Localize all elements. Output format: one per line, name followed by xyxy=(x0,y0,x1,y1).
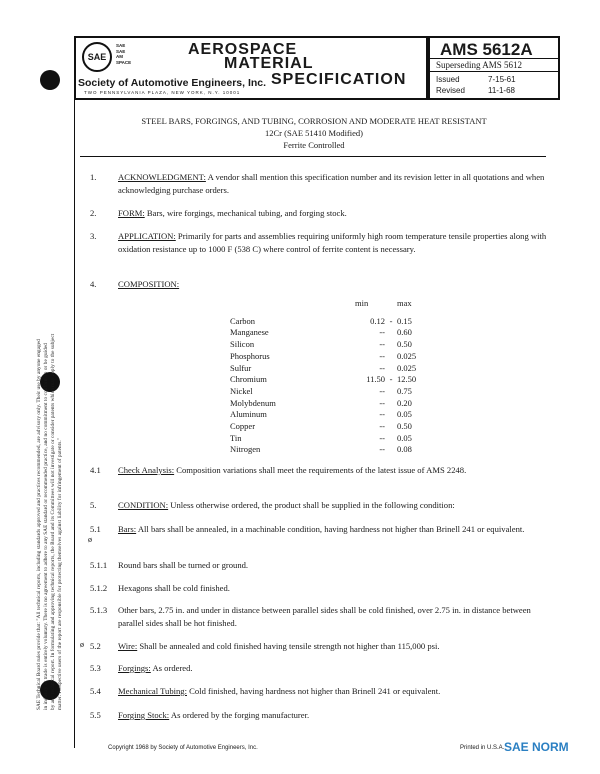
min-value: -- xyxy=(379,362,385,373)
min-value: -- xyxy=(379,350,385,361)
range-dash xyxy=(385,351,397,363)
sae-logo: SAE xyxy=(82,42,112,72)
max-value: 0.20 xyxy=(397,397,412,408)
composition-row xyxy=(230,421,437,433)
max-value: 0.50 xyxy=(397,421,412,432)
header-title-material: MATERIAL xyxy=(224,55,314,72)
watermark: SAE NORM xyxy=(504,740,569,754)
composition-row xyxy=(230,351,437,363)
section-heading: FORM: xyxy=(118,208,145,218)
range-dash xyxy=(385,386,397,398)
change-mark: ø xyxy=(88,535,92,544)
composition-row xyxy=(230,444,437,456)
composition-row xyxy=(230,327,437,339)
composition-row xyxy=(230,316,437,328)
composition-row xyxy=(230,363,437,375)
copyright: Copyright 1968 by Society of Automotive Engineers, Inc. xyxy=(108,745,258,751)
min-value: -- xyxy=(379,339,385,350)
min-value: -- xyxy=(379,432,385,443)
element-name: Molybdenum xyxy=(230,397,276,408)
supersedes-line: Superseding AMS 5612 xyxy=(430,58,558,72)
max-value: 0.025 xyxy=(397,362,417,373)
max-value: 0.05 xyxy=(397,432,412,443)
element-name: Carbon xyxy=(230,315,256,326)
range-dash xyxy=(385,421,397,433)
range-dash: - xyxy=(389,315,393,326)
section-heading: Mechanical Tubing: xyxy=(118,686,187,696)
range-dash xyxy=(385,339,397,351)
composition-row xyxy=(230,386,437,398)
max-value: 0.05 xyxy=(397,409,412,420)
element-name: Copper xyxy=(230,421,256,432)
composition-row xyxy=(230,409,437,421)
max-value: 0.08 xyxy=(397,444,412,455)
element-name: Manganese xyxy=(230,327,269,338)
min-value: -- xyxy=(379,444,385,455)
doc-title-line1: STEEL BARS, FORGINGS, AND TUBING, CORROSION AND MODERATE HEAT RESISTANT xyxy=(141,116,487,126)
composition-row xyxy=(230,374,437,386)
min-value: -- xyxy=(379,327,385,338)
composition-row xyxy=(230,339,437,351)
society-name: Society of Automotive Engineers, Inc. xyxy=(78,77,267,89)
society-address: TWO PENNSYLVANIA PLAZA, NEW YORK, N.Y. 10001 xyxy=(84,90,241,95)
max-value: 0.60 xyxy=(397,327,412,338)
revised-label: Revised xyxy=(436,86,465,95)
range-dash xyxy=(385,409,397,421)
max-value: 0.15 xyxy=(397,315,412,326)
composition-row xyxy=(230,398,437,410)
composition-header xyxy=(230,298,437,310)
printed-in: Printed in U.S.A. xyxy=(460,745,505,751)
disclaimer-line: in industry or trade is entirely voluntary. There is no agreement to adhere to any SAE standard or recommended practice, and no commitment to conform to or be guided xyxy=(43,343,49,710)
element-name: Nickel xyxy=(230,385,253,396)
issued-label: Issued xyxy=(436,75,460,84)
spec-number: AMS 5612A xyxy=(440,40,533,59)
min-value: -- xyxy=(379,397,385,408)
revised-date: 11-1-68 xyxy=(488,86,515,95)
header-title-specification: SPECIFICATION xyxy=(271,71,407,88)
min-value: -- xyxy=(379,385,385,396)
change-mark: ø xyxy=(80,640,84,649)
title-divider xyxy=(80,156,546,157)
punch-hole-top xyxy=(40,70,60,90)
range-dash xyxy=(385,444,397,456)
doc-title-line2: 12Cr (SAE 51410 Modified) xyxy=(265,128,363,138)
range-dash xyxy=(385,433,397,445)
element-name: Sulfur xyxy=(230,362,252,373)
range-dash: - xyxy=(389,374,393,385)
logo-side-text: SAE SAE AM SPACE xyxy=(116,43,132,65)
max-value: 12.50 xyxy=(397,374,417,385)
spec-number-box xyxy=(428,36,560,100)
disclaimer-line: by any technical report. In formulating and approving technical reports, the Board and its Committees will not investigate or consider patents which may apply to the subject xyxy=(50,333,56,710)
section-heading: Forgings: xyxy=(118,663,151,673)
col-max: max xyxy=(397,298,412,308)
disclaimer-line: matter. Prospective users of the report are responsible for protecting themselves against liability for infringement of patents." xyxy=(57,437,63,710)
max-value: 0.75 xyxy=(397,385,412,396)
section-heading: Forging Stock: xyxy=(118,710,170,720)
section-heading: APPLICATION: xyxy=(118,231,176,241)
element-name: Silicon xyxy=(230,339,255,350)
range-dash xyxy=(385,327,397,339)
section-heading: ACKNOWLEDGMENT: xyxy=(118,172,206,182)
spec-header xyxy=(74,36,428,100)
issued-date: 7-15-61 xyxy=(488,75,516,84)
header-title-aerospace: AEROSPACE xyxy=(188,41,298,58)
min-value: 11.50 xyxy=(366,374,385,385)
doc-title-line3: Ferrite Controlled xyxy=(283,140,345,150)
section-heading: Wire: xyxy=(118,641,138,651)
element-name: Nitrogen xyxy=(230,444,261,455)
element-name: Aluminum xyxy=(230,409,267,420)
element-name: Chromium xyxy=(230,374,267,385)
section-heading: Bars: xyxy=(118,524,137,534)
min-value: -- xyxy=(379,409,385,420)
section-heading: Check Analysis: xyxy=(118,465,175,475)
composition-table xyxy=(230,298,437,456)
disclaimer-sidebar xyxy=(36,160,66,710)
element-name: Phosphorus xyxy=(230,350,270,361)
range-dash xyxy=(385,398,397,410)
element-name: Tin xyxy=(230,432,242,443)
section-heading: CONDITION: xyxy=(118,500,169,510)
range-dash xyxy=(385,363,397,375)
col-min: min xyxy=(355,298,369,308)
max-value: 0.50 xyxy=(397,339,412,350)
disclaimer-line: SAE Technical Board rules provide that: "All technical reports, including standards approved and practices recommended, are advisory only. Their use by anyone engaged xyxy=(36,339,42,710)
min-value: 0.12 xyxy=(370,315,385,326)
composition-row xyxy=(230,433,437,445)
max-value: 0.025 xyxy=(397,350,417,361)
min-value: -- xyxy=(379,421,385,432)
section-heading: COMPOSITION: xyxy=(118,279,180,289)
